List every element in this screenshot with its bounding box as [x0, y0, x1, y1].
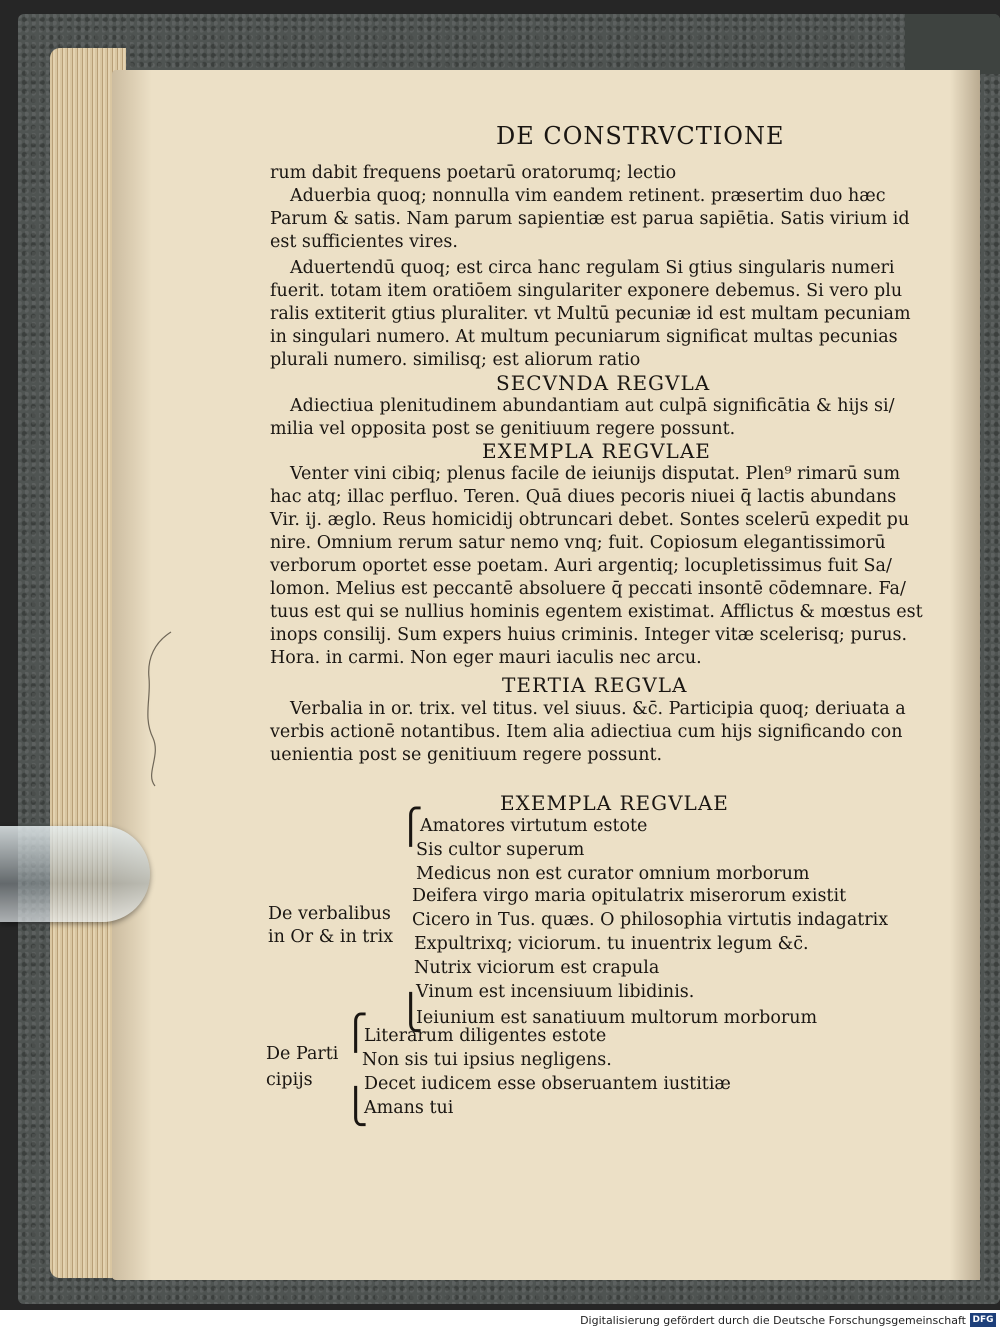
- verbal-example: Medicus non est curator omnium morborum: [416, 864, 810, 884]
- verbal-example: Cicero in Tus. quæs. O philosophia virtutis indagatrix: [412, 910, 889, 930]
- bracket-verbalibus-end: ⎩: [398, 993, 424, 1033]
- body-line: fuerit. totam item oratiōem singulariter exponere debemus. Si vero plu: [270, 281, 903, 301]
- participle-example: Amans tui: [364, 1098, 454, 1118]
- margin-label: De verbalibus: [268, 904, 391, 924]
- example-line: nire. Omnium rerum satur nemo vnq; fuit. Copiosum elegantissimorū: [270, 533, 886, 553]
- verbal-example: Deifera virgo maria opitulatrix miserorum existit: [412, 886, 847, 906]
- example-line: hac atq; illac perfluo. Teren. Quā diues pecoris niuei q̄ lactis abundans: [270, 487, 897, 507]
- body-line: Aduertendū quoq; est circa hanc regulam Si gtius singularis numeri: [290, 258, 895, 278]
- example-line: inops consilij. Sum expers huius criminis. Integer vitæ scelerisq; purus.: [270, 625, 908, 645]
- example-line: Vir. ij. æglo. Reus homicidij obtruncari debet. Sontes scelerū expedit pu: [270, 510, 910, 530]
- participle-example: Non sis tui ipsius negligens.: [362, 1050, 612, 1070]
- book-cover-corner: [905, 14, 1000, 74]
- section-heading-exempla: EXEMPLA REGVLAE: [482, 439, 711, 463]
- verbal-example: Ieiunium est sanatiuum multorum morborum: [416, 1008, 818, 1028]
- footer-credit: Digitalisierung gefördert durch die Deutsche Forschungsgemeinschaft: [580, 1314, 966, 1327]
- section-heading-tertia: TERTIA REGVLA: [502, 673, 688, 697]
- bracket-participiis: ⎧: [343, 1013, 369, 1053]
- bracket-participiis-end: ⎩: [343, 1087, 369, 1127]
- example-line: tuus est qui se nullius hominis egentem existimat. Afflictus & mœstus est: [270, 602, 923, 622]
- body-line: ralis extiterit gtius pluraliter. vt Multū pecuniæ id est multam pecuniam: [270, 304, 911, 324]
- body-line: Parum & satis. Nam parum sapientiæ est parua sapiētia. Satis virium id: [270, 209, 910, 229]
- bracket-verbalibus: ⎧: [398, 807, 424, 847]
- example-line: lomon. Melius est peccantē absoluere q̄ peccati insontē cōdemnare. Fa/: [270, 579, 906, 599]
- body-line: est sufficientes vires.: [270, 232, 458, 252]
- body-line: in singulari numero. At multum pecuniarum significat multas pecunias: [270, 327, 898, 347]
- rule-line: Adiectiua plenitudinem abundantiam aut culpā significātia & hijs si/: [290, 396, 895, 416]
- footer-bar: [0, 1310, 1000, 1331]
- example-line: Hora. in carmi. Non eger mauri iaculis nec arcu.: [270, 648, 702, 668]
- body-line: plurali numero. similisq; est aliorum ratio: [270, 350, 641, 370]
- example-line: Venter vini cibiq; plenus facile de ieiunijs disputat. Plen⁹ rimarū sum: [290, 464, 901, 484]
- rule-line: Verbalia in or. trix. vel titus. vel siuus. &c̄. Participia quoq; deriuata a: [290, 699, 906, 719]
- rule-line: milia vel opposita post se genitiuum regere possunt.: [270, 419, 736, 439]
- verbal-example: Vinum est incensiuum libidinis.: [416, 982, 695, 1002]
- verbal-example: Sis cultor superum: [416, 840, 585, 860]
- verbal-example: Amatores virtutum estote: [420, 816, 648, 836]
- dfg-logo: DFG: [970, 1313, 996, 1327]
- body-line: rum dabit frequens poetarū oratorumq; lectio: [270, 163, 677, 183]
- section-heading-exempla: EXEMPLA REGVLAE: [500, 791, 729, 815]
- body-line: Aduerbia quoq; nonnulla vim eandem retinent. præsertim duo hæc: [290, 186, 886, 206]
- running-head: DE CONSTRVCTIONE: [496, 122, 785, 150]
- pen-scribble: [135, 628, 175, 788]
- rule-line: verbis actionē notantibus. Item alia adiectiua cum hijs significando con: [270, 722, 903, 742]
- participle-example: Literarum diligentes estote: [364, 1026, 607, 1046]
- margin-label: in Or & in trix: [268, 927, 394, 947]
- verbal-example: Expultrixq; viciorum. tu inuentrix legum &c̄.: [414, 934, 809, 954]
- rule-line: uenientia post se genitiuum regere possunt.: [270, 745, 663, 765]
- participle-example: Decet iudicem esse obseruantem iustitiæ: [364, 1074, 731, 1094]
- section-heading-secunda: SECVNDA REGVLA: [496, 371, 711, 395]
- verbal-example: Nutrix viciorum est crapula: [414, 958, 660, 978]
- book-clamp-strap: [0, 826, 150, 922]
- margin-label: De Parti: [266, 1044, 339, 1064]
- margin-label: cipijs: [266, 1070, 313, 1090]
- example-line: verborum oportet esse poetam. Auri argentiq; locupletissimus fuit Sa/: [270, 556, 892, 576]
